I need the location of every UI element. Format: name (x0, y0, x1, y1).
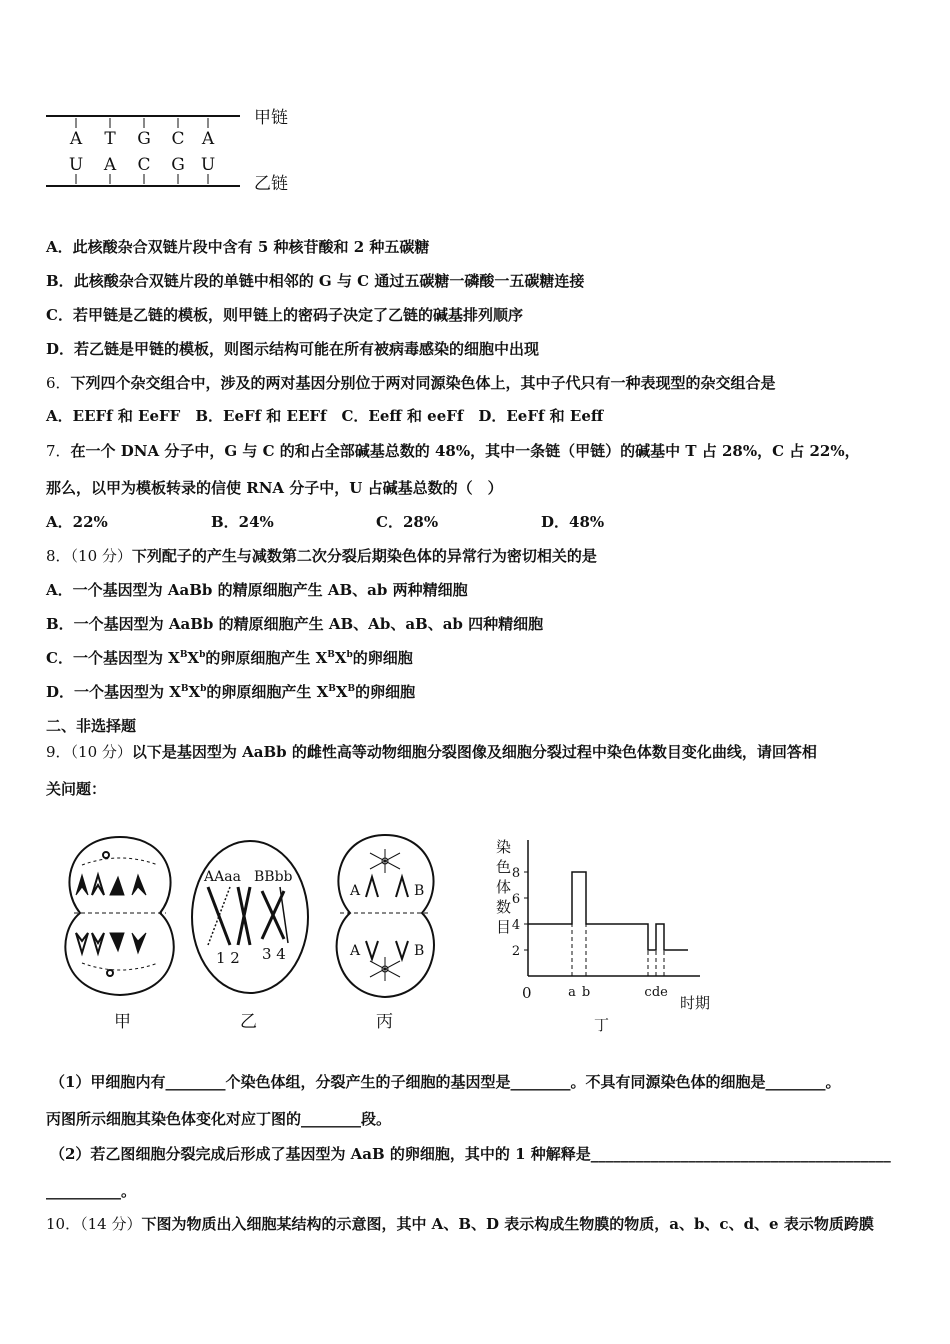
bing-gene-top-right: B (414, 883, 425, 899)
base-top-1: A (69, 129, 83, 149)
cell-bing (337, 835, 434, 997)
base-bottom-2: A (103, 155, 117, 175)
chart-x-point-label: d (651, 985, 661, 1000)
chart-x-point-label: c (644, 985, 652, 1000)
q9-sub2-line2: __________。 (46, 1182, 137, 1200)
chromosome-count-chart (490, 830, 730, 1040)
q8-stem: 8．（10 分）下列配子的产生与减数第二次分裂后期染色体的异常行为密切相关的是 (46, 547, 597, 565)
q8-option-d: D．一个基因型为 $X^BX^b$的卵原细胞产生 $X^BX^B$的卵细胞 (46, 683, 416, 701)
base-bottom-5: U (200, 155, 216, 175)
yi-genes-top-right: BBbb (254, 869, 293, 885)
q6-stem: 6．下列四个杂交组合中，涉及的两对基因分别位于两对同源染色体上，其中子代只有一种表现型的杂交组合是 (46, 374, 776, 392)
q7-options: A．22% B．24% C．28% D．48% (46, 513, 605, 531)
chart-ylabel-2: 色 (496, 858, 512, 876)
q6-options: A．EEFf 和 EeFF B．EeFf 和 EEFf C．Eeff 和 eeFf D．EeFf 和 Eeff (46, 407, 604, 425)
dna-hybrid-figure (40, 100, 310, 200)
base-top-3: G (137, 129, 151, 149)
chart-origin-label: 0 (522, 984, 532, 1002)
q5-option-a: A．此核酸杂合双链片段中含有 5 种核苷酸和 2 种五碳糖 (46, 238, 430, 256)
chart-ytick-label: 4 (511, 918, 521, 933)
q5-option-c: C．若甲链是乙链的模板，则甲链上的密码子决定了乙链的碱基排列顺序 (46, 306, 523, 324)
chain-b-label: 乙链 (254, 174, 288, 194)
chart-xlabel: 时期 (680, 994, 711, 1012)
q8-option-c: C．一个基因型为 $X^BX^b$的卵原细胞产生 $X^BX^b$的卵细胞 (46, 649, 413, 667)
base-bottom-3: C (137, 155, 151, 175)
base-top-4: C (171, 129, 185, 149)
bing-gene-top-left: A (350, 883, 361, 899)
bing-gene-bottom-right: B (414, 943, 425, 959)
chart-ylabel-1: 染 (496, 838, 512, 856)
yi-numbers-right: 3 4 (262, 945, 286, 963)
base-top-5: A (201, 129, 215, 149)
q10-stem: 10．（14 分）下图为物质出入细胞某结构的示意图，其中 A、B、D 表示构成生物膜的物质，a、b、c、d、e 表示物质跨膜 (46, 1215, 874, 1233)
cell-yi (192, 841, 308, 993)
chart-ylabel-4: 数 (496, 898, 512, 916)
q9-sub2-line1: （2）若乙图细胞分裂完成后形成了基因型为 AaB 的卵细胞，其中的 1 种解释是________________________________________ (50, 1145, 891, 1163)
q7-stem-line1: 7．在一个 DNA 分子中，G 与 C 的和占全部碱基总数的 48%，其中一条链（甲链）的碱基中 T 占 28%，C 占 22%， (46, 442, 860, 460)
base-top-2: T (104, 129, 116, 149)
q5-option-d: D．若乙链是甲链的模板，则图示结构可能在所有被病毒感染的细胞中出现 (46, 340, 540, 358)
chart-title: 丁 (594, 1016, 610, 1034)
q8-option-a: A．一个基因型为 AaBb 的精原细胞产生 AB、ab 两种精细胞 (46, 581, 468, 599)
q9-stem-line1: 9．（10 分）以下是基因型为 AaBb 的雌性高等动物细胞分裂图像及细胞分裂过程中染色体数目变化曲线，请回答相 (46, 743, 817, 761)
chart-ylabel-3: 体 (496, 878, 512, 896)
q8-option-b: B．一个基因型为 AaBb 的精原细胞产生 AB、Ab、aB、ab 四种精细胞 (46, 615, 544, 633)
yi-genes-top-left: AAaa (204, 869, 241, 885)
bing-gene-bottom-left: A (350, 943, 361, 959)
cell-jia (65, 837, 173, 995)
q9-stem-line2: 关问题： (46, 780, 107, 798)
cell-division-figures (40, 825, 500, 1040)
section-heading: 二、非选择题 (46, 717, 137, 735)
yi-numbers-left: 1 2 (216, 949, 240, 967)
cell-yi-label: 乙 (240, 1012, 257, 1032)
q7-stem-line2: 那么，以甲为模板转录的信使 RNA 分子中，U 占碱基总数的（ ） (46, 479, 503, 497)
chart-x-point-label: e (660, 985, 668, 1000)
chart-ytick-label: 8 (511, 866, 521, 881)
chart-ytick-label: 2 (511, 944, 521, 959)
base-bottom-4: G (171, 155, 185, 175)
chart-x-point-label: a (568, 985, 576, 1000)
chart-x-point-label: b (581, 985, 591, 1000)
q9-sub1-line2: 丙图所示细胞其染色体变化对应丁图的________段。 (46, 1110, 392, 1128)
base-bottom-1: U (68, 155, 84, 175)
chain-a-label: 甲链 (254, 108, 288, 128)
cell-jia-label: 甲 (114, 1012, 131, 1032)
chart-ytick-label: 6 (511, 892, 521, 907)
cell-bing-label: 丙 (376, 1012, 393, 1032)
q5-option-b: B．此核酸杂合双链片段的单链中相邻的 G 与 C 通过五碳糖一磷酸一五碳糖连接 (46, 272, 585, 290)
chart-ylabel-5: 目 (496, 918, 512, 936)
q9-sub1-line1: （1）甲细胞内有________个染色体组，分裂产生的子细胞的基因型是________。不具有同源染色体的细胞是________。 (50, 1073, 841, 1091)
